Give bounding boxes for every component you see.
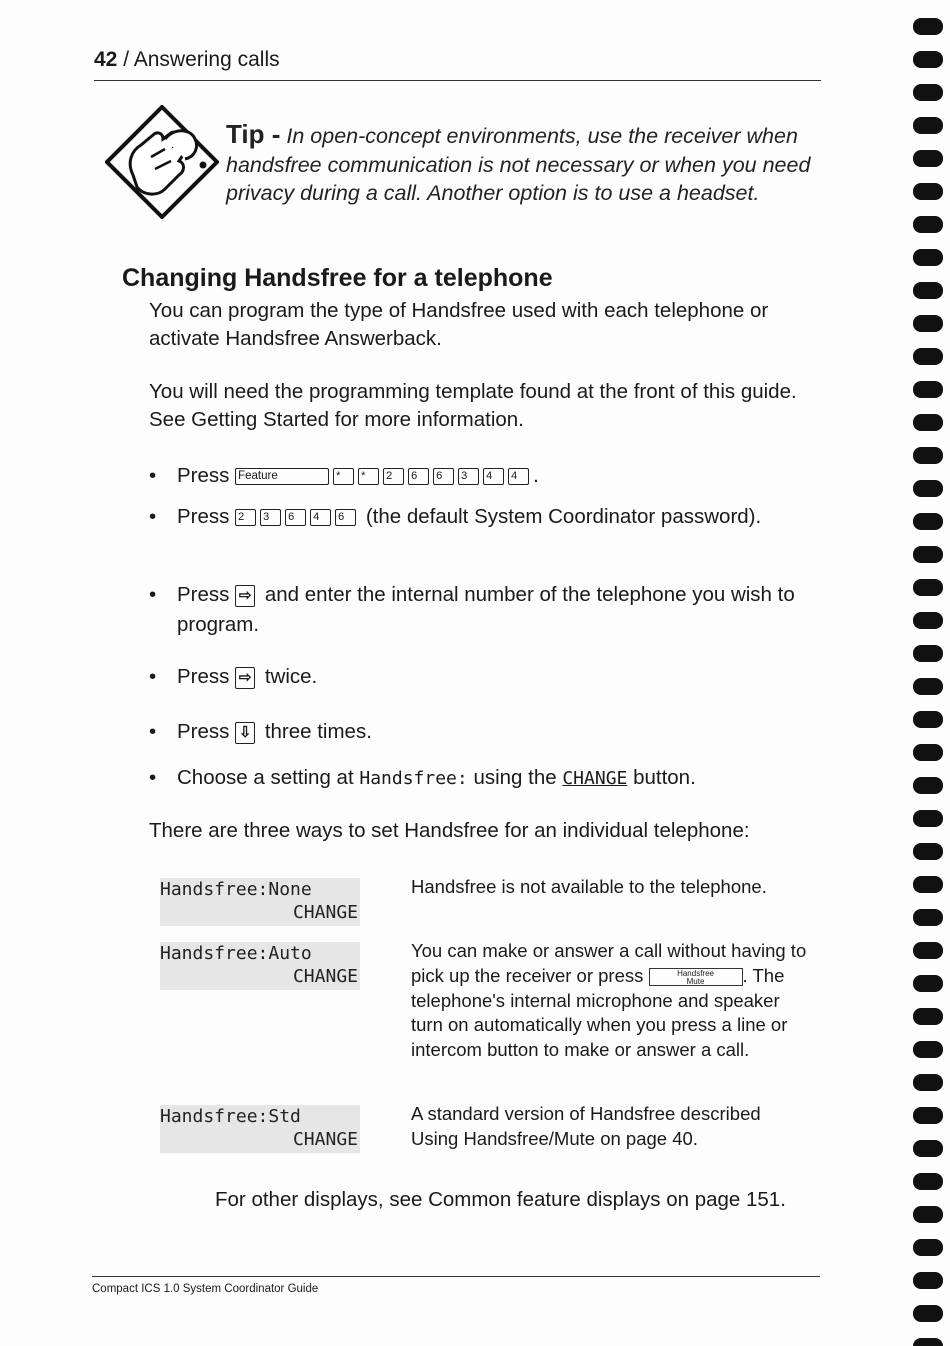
digit-key: 4 — [508, 468, 529, 485]
press-label: Press — [177, 464, 230, 487]
binding-hole — [913, 1239, 943, 1256]
lcd-display-none — [160, 878, 360, 926]
down-arrow-icon: ⇩ — [235, 722, 255, 744]
section-intro: You can program the type of Handsfree used with each telephone or activate Handsfree Answerback. — [149, 299, 769, 350]
bullet-dot: • — [149, 665, 157, 688]
binding-hole — [913, 843, 943, 860]
step-6-suffix: button. — [633, 766, 696, 789]
header-rule — [94, 80, 821, 81]
binding-hole — [913, 711, 943, 728]
handsfree-mute-key — [649, 968, 743, 986]
lcd-display-std — [160, 1105, 360, 1153]
binding-hole — [913, 1206, 943, 1223]
binding-hole — [913, 414, 943, 431]
step-3-text: and enter the internal number of the telephone you wish to program. — [177, 583, 795, 636]
footer-rule — [92, 1276, 820, 1277]
bullet-dot: • — [149, 464, 157, 487]
star-key: * — [333, 468, 354, 485]
binding-hole — [913, 447, 943, 464]
page-footer: Compact ICS 1.0 System Coordinator Guide — [92, 1283, 319, 1295]
template-note: You will need the programming template found at the front of this guide. See Getting Started for more information. — [149, 380, 797, 431]
binding-hole — [913, 909, 943, 926]
step-2-text: (the default System Coordinator password). — [365, 505, 762, 528]
binding-hole — [913, 18, 943, 35]
next-arrow-icon: ⇨ — [235, 667, 255, 689]
digit-key: 3 — [260, 509, 281, 526]
binding-hole — [913, 315, 943, 332]
binding-hole — [913, 1140, 943, 1157]
step-4-text: twice. — [264, 665, 318, 688]
other-displays-note: For other displays, see Common feature displays on page 151. — [215, 1188, 786, 1211]
binding-hole — [913, 183, 943, 200]
lcd-line-1: Handsfree:None — [160, 879, 312, 900]
binding-hole — [913, 216, 943, 233]
spiral-binding-holes — [908, 0, 950, 1346]
lcd-line-2: CHANGE — [292, 1129, 358, 1150]
bullet-dot: • — [149, 583, 157, 606]
binding-hole — [913, 645, 943, 662]
bullet-dot: • — [149, 766, 157, 789]
key-bottom-label: Mute — [686, 976, 705, 986]
lcd-line-2: CHANGE — [292, 966, 358, 987]
binding-hole — [913, 381, 943, 398]
tip-text: In open-concept environments, use the receiver when handsfree communication is not necessary or when you need privacy during a call. Another option is to use a headset. — [226, 124, 811, 205]
ways-intro: There are three ways to set Handsfree for an individual telephone: — [149, 819, 750, 842]
press-label: Press — [177, 720, 230, 743]
binding-hole — [913, 1107, 943, 1124]
binding-hole — [913, 810, 943, 827]
digit-key: 2 — [235, 509, 256, 526]
option-auto-description — [411, 939, 811, 1063]
page-header: 42 / Answering calls — [94, 48, 280, 71]
binding-hole — [913, 348, 943, 365]
binding-hole — [913, 678, 943, 695]
step-5-text: three times. — [264, 720, 372, 743]
digit-key: 6 — [335, 509, 356, 526]
binding-hole — [913, 744, 943, 761]
bullet-dot: • — [149, 720, 157, 743]
binding-hole — [913, 612, 943, 629]
binding-hole — [913, 777, 943, 794]
feature-key: Feature — [235, 468, 329, 485]
tip-label: Tip - — [226, 119, 281, 149]
star-key: * — [358, 468, 379, 485]
lcd-display-auto — [160, 942, 360, 990]
binding-hole — [913, 876, 943, 893]
binding-hole — [913, 51, 943, 68]
lcd-line-1: Handsfree:Auto — [160, 943, 312, 964]
binding-hole — [913, 513, 943, 530]
binding-hole — [913, 942, 943, 959]
lcd-line-2: CHANGE — [292, 902, 358, 923]
page-number: 42 — [94, 48, 118, 71]
option-none-description: Handsfree is not available to the telephone. — [411, 876, 767, 897]
next-arrow-icon: ⇨ — [235, 585, 255, 607]
digit-key: 6 — [285, 509, 306, 526]
press-label: Press — [177, 665, 230, 688]
binding-hole — [913, 1041, 943, 1058]
step-6-prefix: Choose a setting at — [177, 766, 354, 789]
chapter-title: Answering calls — [133, 48, 280, 71]
binding-hole — [913, 1074, 943, 1091]
digit-key: 6 — [433, 468, 454, 485]
option-auto-text-1: You can make or answer a call without having to pick up the receiver or press — [411, 940, 807, 986]
binding-hole — [913, 117, 943, 134]
binding-hole — [913, 84, 943, 101]
binding-hole — [913, 480, 943, 497]
key-top-label: Handsfree — [677, 968, 714, 978]
digit-key: 3 — [458, 468, 479, 485]
change-button-label: CHANGE — [562, 768, 628, 789]
binding-hole — [913, 1173, 943, 1190]
option-std-description: A standard version of Handsfree described Using Handsfree/Mute on page 40. — [411, 1103, 761, 1149]
digit-key: 6 — [408, 468, 429, 485]
tip-hand-icon — [105, 105, 219, 219]
binding-hole — [913, 546, 943, 563]
tip-callout — [226, 120, 826, 208]
binding-hole — [913, 150, 943, 167]
binding-hole — [913, 249, 943, 266]
binding-hole — [913, 1008, 943, 1025]
binding-hole — [913, 1272, 943, 1289]
binding-hole — [913, 282, 943, 299]
digit-key: 2 — [383, 468, 404, 485]
lcd-line-1: Handsfree:Std — [160, 1106, 301, 1127]
press-label: Press — [177, 505, 230, 528]
binding-hole — [913, 1305, 943, 1322]
handsfree-display-label: Handsfree: — [359, 768, 468, 789]
binding-hole — [913, 975, 943, 992]
press-label: Press — [177, 583, 230, 606]
section-title: Changing Handsfree for a telephone — [122, 264, 553, 292]
binding-hole — [913, 579, 943, 596]
binding-hole — [913, 1338, 943, 1346]
digit-key: 4 — [310, 509, 331, 526]
step-6-middle: using the — [473, 766, 557, 789]
bullet-dot: • — [149, 505, 157, 528]
digit-key: 4 — [483, 468, 504, 485]
option-auto-text-2: . The telephone's internal microphone and speaker turn on automatically when you press a line or intercom button to make or answer a call. — [411, 964, 788, 1061]
step-1-end: . — [533, 464, 539, 487]
